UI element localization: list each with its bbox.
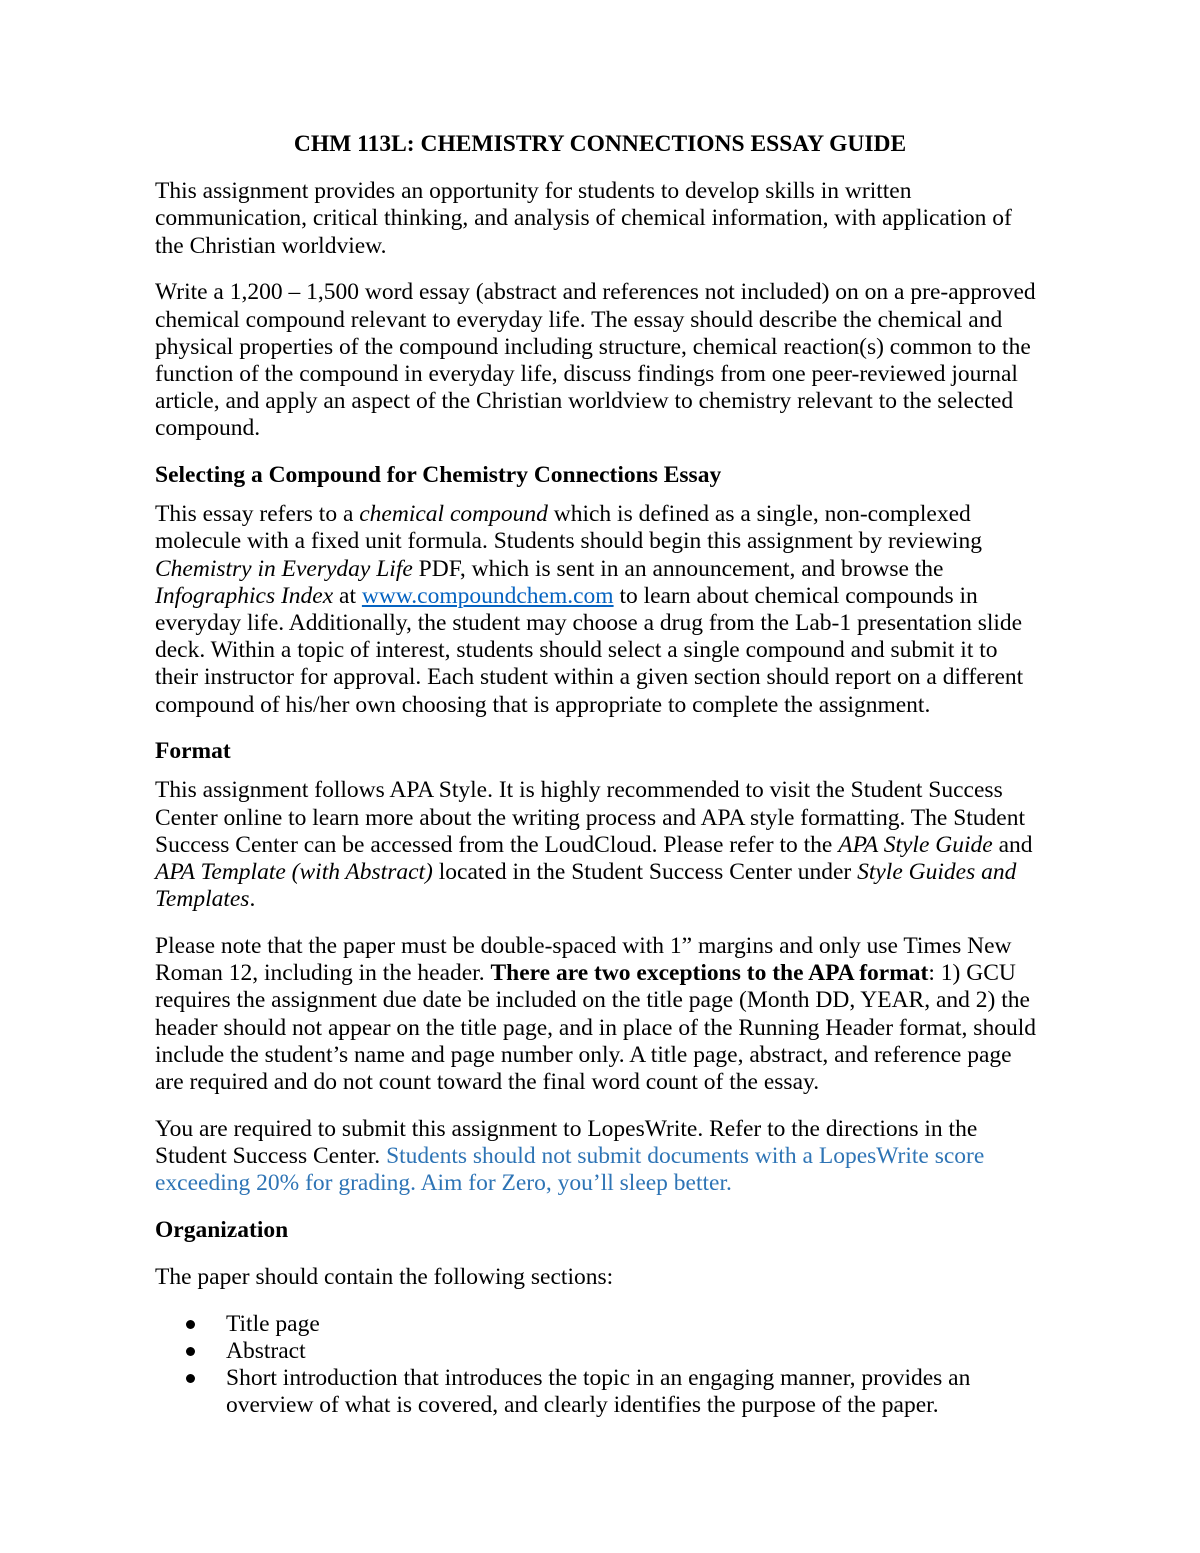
- list-item-text: Abstract: [226, 1337, 306, 1364]
- list-item: [155, 1311, 1045, 1338]
- format-text-run: and: [992, 831, 1033, 858]
- format-apa-paragraph: [155, 777, 1045, 913]
- apa-style-guide-title: APA Style Guide: [838, 831, 993, 858]
- section-heading-selecting: Selecting a Compound for Chemistry Connections Essay: [155, 462, 722, 489]
- selecting-text-run: at: [333, 582, 362, 609]
- selecting-text-run: This essay refers to a: [155, 501, 360, 528]
- document-body: [155, 131, 1045, 1419]
- list-item-text: Short introduction that introduces the topic in an engaging manner, provides an overview of what is covered, and clearly identifies the purpose of the paper.: [226, 1365, 971, 1419]
- style-guides-and-templates-title: Style Guides and Templates: [155, 859, 1017, 913]
- intro-purpose-paragraph: This assignment provides an opportunity for students to develop skills in written communication, critical thinking, and analysis of chemical information, with application of the Christian worldview.: [155, 178, 1012, 259]
- format-submission-paragraph: [155, 1116, 1045, 1198]
- selecting-text-run: to learn about chemical compounds in everyday life. Additionally, the student may choose a drug from the Lab-1 presentation slide deck. Within a topic of interest, students should select a single compound and submit it to their instructor for approval. Each student within a given section should report on a different compound of his/her own choosing that is appropriate to complete the assignment.: [155, 582, 1024, 718]
- apa-template-title: APA Template (with Abstract): [155, 859, 433, 886]
- format-text-run: You are required to submit this assignment to LopesWrite. Refer to the directions in the Student Success Center.: [155, 1115, 978, 1170]
- bullet-icon: [186, 1347, 195, 1356]
- selecting-text-run: PDF, which is sent in an announcement, and browse the: [412, 555, 944, 582]
- format-text-run: Please note that the paper must be double-spaced with 1” margins and only use Times New Roman 12, including in the header.: [155, 933, 1012, 987]
- document-title: CHM 113L: CHEMISTRY CONNECTIONS ESSAY GUIDE: [293, 131, 907, 157]
- list-item: [155, 1338, 1045, 1365]
- chemical-compound-term: chemical compound: [359, 501, 548, 528]
- apa-exceptions-emphasis: There are two exceptions to the APA format: [490, 960, 929, 987]
- organization-lead-paragraph: The paper should contain the following sections:: [155, 1263, 614, 1290]
- format-text-run: This assignment follows APA Style. It is highly recommended to visit the Student Success Center online to learn more about the writing process and APA style formatting. The Student Success Center can be accessed from the LoudCloud. Please refer to the: [155, 777, 1026, 858]
- section-heading-organization: Organization: [155, 1217, 289, 1244]
- chemistry-in-everyday-life-title: Chemistry in Everyday Life: [155, 555, 413, 582]
- bullet-icon: [186, 1320, 195, 1329]
- section-heading-format: Format: [155, 738, 231, 765]
- selecting-paragraph: [155, 501, 1045, 719]
- format-text-run: .: [249, 886, 256, 913]
- bullet-icon: [186, 1374, 195, 1383]
- format-text-run: : 1) GCU requires the assignment due date be included on the title page (Month DD, YEAR, and 2) the header should not appear on the title page, and in place of the Running Header format, should include the student’s name and page number only. A title page, abstract, and reference page are required and do not count toward the final word count of the essay.: [155, 960, 1036, 1096]
- compoundchem-link[interactable]: www.compoundchem.com: [361, 582, 614, 609]
- format-exceptions-paragraph: [155, 933, 1045, 1096]
- intro-requirements-paragraph: Write a 1,200 – 1,500 word essay (abstract and references not included) on on a pre-approved chemical compound relevant to everyday life. The essay should describe the chemical and physical properties of the compound including structure, chemical reaction(s) common to the function of the compound in everyday life, discuss findings from one peer-reviewed journal article, and apply an aspect of the Christian worldview to chemistry relevant to the selected compound.: [155, 279, 1036, 442]
- list-item: [155, 1365, 1045, 1419]
- list-item-text: Title page: [226, 1310, 320, 1337]
- format-text-run: located in the Student Success Center under: [432, 859, 858, 886]
- infographics-index-title: Infographics Index: [155, 582, 334, 609]
- selecting-text-run: which is defined as a single, non-complexed molecule with a fixed unit formula. Students should begin this assignment by reviewing: [155, 501, 982, 555]
- lopeswrite-score-note: Students should not submit documents with a LopesWrite score exceeding 20% for grading. Aim for Zero, you’ll sleep better.: [155, 1143, 985, 1197]
- required-sections-list: [155, 1311, 1045, 1420]
